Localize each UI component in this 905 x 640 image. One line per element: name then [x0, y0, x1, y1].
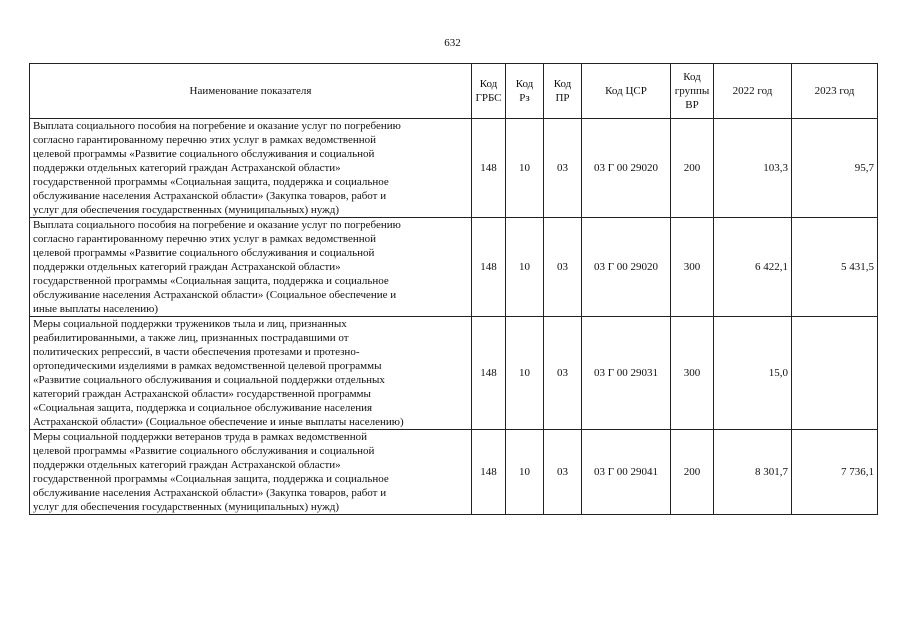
indicator-name-line: категорий граждан Астраханской области» государственной программы — [33, 388, 371, 400]
header-vr-line3: ВР — [685, 99, 699, 111]
indicator-name-line: обслуживание населения Астраханской области» (Социальное обеспечение и — [33, 289, 397, 301]
header-vr-line2: группы — [674, 85, 710, 97]
header-2022-text: 2022 год — [732, 85, 773, 97]
value-2023-cell: 7 736,1 — [792, 430, 878, 515]
table-row — [30, 119, 878, 218]
header-name — [30, 64, 472, 119]
indicator-name-line: поддержки отдельных категорий граждан Астраханской области» — [33, 261, 341, 273]
indicator-name-line: Меры социальной поддержки тружеников тыла и лиц, признанных — [33, 318, 347, 330]
value-2022-cell: 6 422,1 — [714, 218, 792, 317]
csr-code-cell: 03 Г 00 29020 — [582, 119, 671, 218]
csr-code-cell: 03 Г 00 29031 — [582, 317, 671, 430]
header-pr — [544, 64, 582, 119]
indicator-name-line: услуг для обеспечения государственных (муниципальных) нужд) — [33, 204, 339, 216]
rz-code-cell: 10 — [506, 218, 544, 317]
header-csr — [582, 64, 671, 119]
value-2023-cell — [792, 317, 878, 430]
header-vr-line1: Код — [683, 71, 701, 83]
header-grbs — [472, 64, 506, 119]
vr-code-cell: 300 — [671, 317, 714, 430]
indicator-name-line: целевой программы «Развитие социального обслуживания и социальной — [33, 247, 375, 259]
indicator-name-line: поддержки отдельных категорий граждан Астраханской области» — [33, 162, 341, 174]
indicator-name-line: государственной программы «Социальная защита, поддержка и социальное — [33, 473, 389, 485]
indicator-name-line: согласно гарантированному перечню этих услуг в рамках ведомственной — [33, 134, 377, 146]
indicator-name-line: Выплата социального пособия на погребение и оказание услуг по погребению — [33, 219, 401, 231]
indicator-name-line: обслуживание населения Астраханской области» (Закупка товаров, работ и — [33, 487, 387, 499]
rz-code-cell: 10 — [506, 430, 544, 515]
indicator-name-line: поддержки отдельных категорий граждан Астраханской области» — [33, 459, 341, 471]
indicator-name-line: «Социальная защита, поддержка и социальное обслуживание населения — [33, 402, 373, 414]
csr-code-cell: 03 Г 00 29041 — [582, 430, 671, 515]
indicator-name-line: Астраханской области» (Социальное обеспечение и иные выплаты населению) — [33, 416, 404, 428]
indicator-name-line: реабилитированными, а также лиц, признанных пострадавшими от — [33, 332, 349, 344]
table-row — [30, 317, 878, 430]
indicator-name-line: целевой программы «Развитие социального обслуживания и социальной — [33, 148, 375, 160]
table-row — [30, 218, 878, 317]
vr-code-cell: 200 — [671, 119, 714, 218]
indicator-name-line: Выплата социального пособия на погребение и оказание услуг по погребению — [33, 120, 401, 132]
grbs-code-cell: 148 — [472, 317, 506, 430]
vr-code-cell: 200 — [671, 430, 714, 515]
budget-table — [29, 63, 878, 515]
pr-code-cell: 03 — [544, 119, 582, 218]
header-row — [30, 64, 878, 119]
value-2022-cell: 15,0 — [714, 317, 792, 430]
value-2022-cell: 103,3 — [714, 119, 792, 218]
value-2023-cell: 95,7 — [792, 119, 878, 218]
indicator-name-line: иные выплаты населению) — [33, 303, 158, 315]
indicator-name-line: государственной программы «Социальная защита, поддержка и социальное — [33, 176, 389, 188]
indicator-name-line: «Развитие социального обслуживания и социальной поддержки отдельных — [33, 374, 385, 386]
grbs-code-cell: 148 — [472, 119, 506, 218]
header-rz-line2: Рз — [519, 92, 530, 104]
grbs-code-cell: 148 — [472, 218, 506, 317]
pr-code-cell: 03 — [544, 430, 582, 515]
table-row — [30, 430, 878, 515]
indicator-name — [30, 317, 472, 430]
csr-code-cell: 03 Г 00 29020 — [582, 218, 671, 317]
header-rz-line1: Код — [515, 78, 534, 90]
indicator-name-line: Меры социальной поддержки ветеранов труда в рамках ведомственной — [33, 431, 367, 443]
indicator-name-line: целевой программы «Развитие социального обслуживания и социальной — [33, 445, 375, 457]
header-pr-line2: ПР — [555, 92, 570, 104]
indicator-name-line: согласно гарантированному перечню этих услуг в рамках ведомственной — [33, 233, 377, 245]
header-2022 — [714, 64, 792, 119]
header-vr — [671, 64, 714, 119]
indicator-name — [30, 218, 472, 317]
header-pr-line1: Код — [553, 78, 572, 90]
rz-code-cell: 10 — [506, 119, 544, 218]
header-2023-text: 2023 год — [814, 85, 855, 97]
grbs-code-cell: 148 — [472, 430, 506, 515]
indicator-name-line: политических репрессий, в части обеспечения протезами и протезно- — [33, 346, 360, 358]
rz-code-cell: 10 — [506, 317, 544, 430]
header-name-text: Наименование показателя — [189, 85, 312, 97]
indicator-name-line: государственной программы «Социальная защита, поддержка и социальное — [33, 275, 389, 287]
pr-code-cell: 03 — [544, 218, 582, 317]
header-rz — [506, 64, 544, 119]
header-grbs-line1: Код — [479, 78, 498, 90]
header-csr-text: Код ЦСР — [605, 85, 647, 97]
indicator-name-line: услуг для обеспечения государственных (муниципальных) нужд) — [33, 501, 339, 513]
indicator-name-line: обслуживание населения Астраханской области» (Закупка товаров, работ и — [33, 190, 387, 202]
value-2022-cell: 8 301,7 — [714, 430, 792, 515]
page-number: 632 — [444, 37, 461, 49]
indicator-name — [30, 119, 472, 218]
value-2023-cell: 5 431,5 — [792, 218, 878, 317]
pr-code-cell: 03 — [544, 317, 582, 430]
vr-code-cell: 300 — [671, 218, 714, 317]
indicator-name — [30, 430, 472, 515]
header-grbs-line2: ГРБС — [475, 92, 502, 104]
header-2023 — [792, 64, 878, 119]
indicator-name-line: ортопедическими изделиями в рамках ведомственной целевой программы — [33, 360, 382, 372]
